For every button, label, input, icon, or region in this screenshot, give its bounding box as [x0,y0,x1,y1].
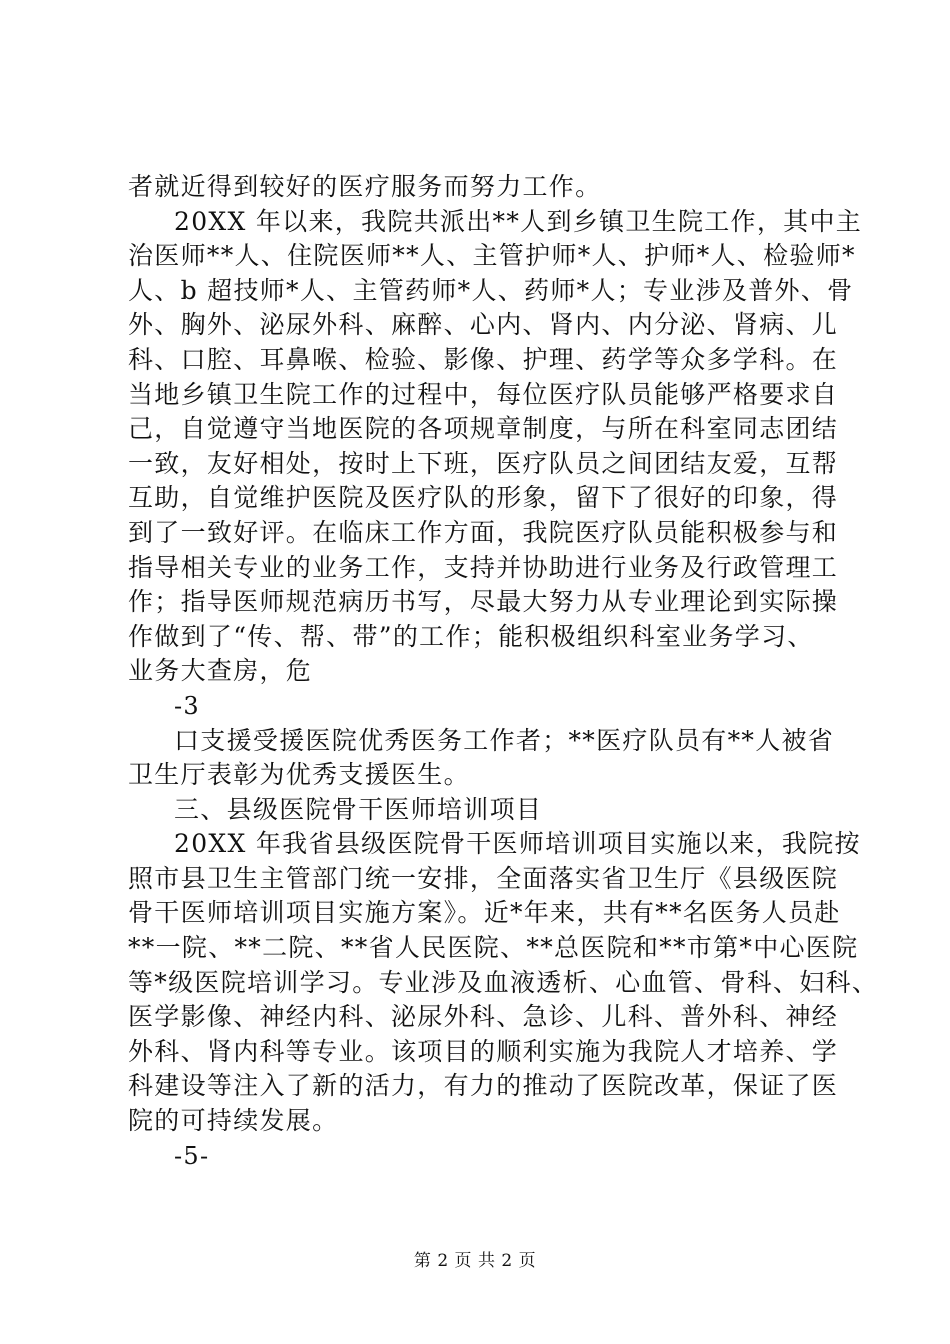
text-line: 人、b 超技师*人、主管药师*人、药师*人；专业涉及普外、骨 [128,275,854,305]
inline-page-number: -3 [174,691,200,720]
text-line: 己，自觉遵守当地医院的各项规章制度，与所在科室同志团结 [128,414,839,444]
text-line: 院的可持续发展。 [128,1106,339,1136]
text-line: 一致，友好相处，按时上下班，医疗队员之间团结友爱，互帮 [128,448,839,478]
text-line: 20XX 年以来，我院共派出**人到乡镇卫生院工作，其中主 [174,206,863,236]
text-line: 科、口腔、耳鼻喉、检验、影像、护理、药学等众多学科。在 [128,344,839,374]
text-line: 外科、肾内科等专业。该项目的顺利实施为我院人才培养、学 [128,1036,839,1066]
text-line: 当地乡镇卫生院工作的过程中，每位医疗队员能够严格要求自 [128,379,839,409]
text-line: 治医师**人、住院医师**人、主管护师*人、护师*人、检验师* [128,241,856,271]
text-line: 指导相关专业的业务工作，支持并协助进行业务及行政管理工 [128,552,839,582]
text-line: 卫生厅表彰为优秀支援医生。 [128,760,470,790]
text-line: 医学影像、神经内科、泌尿外科、急诊、儿科、普外科、神经 [128,1002,839,1032]
text-line: 到了一致好评。在临床工作方面，我院医疗队员能积极参与和 [128,517,839,547]
text-line: 20XX 年我省县级医院骨干医师培训项目实施以来，我院按 [174,829,861,859]
page-footer: 第 2 页 共 2 页 [413,1251,537,1271]
text-line: 等*级医院培训学习。专业涉及血液透析、心血管、骨科、妇科、 [128,967,879,997]
text-line: 业务大查房，危 [128,656,313,686]
text-line: 作做到了“传、帮、带”的工作；能积极组织科室业务学习、 [128,621,814,651]
text-line: 照市县卫生主管部门统一安排，全面落实省卫生厅《县级医院 [128,863,839,893]
document-body [128,170,879,1173]
text-line: **一院、**二院、**省人民医院、**总医院和**市第*中心医院 [128,933,859,963]
text-line: 外、胸外、泌尿外科、麻醉、心内、肾内、内分泌、肾病、儿 [128,310,839,340]
text-line: 互助，自觉维护医院及医疗队的形象，留下了很好的印象，得 [128,483,839,513]
text-line: 骨干医师培训项目实施方案》。近*年来，共有**名医务人员赴 [128,898,841,928]
text-line: 口支援受援医院优秀医务工作者；**医疗队员有**人被省 [174,725,835,755]
text-line: 者就近得到较好的医疗服务而努力工作。 [128,172,602,201]
text-line: 作；指导医师规范病历书写，尽最大努力从专业理论到实际操 [128,587,839,617]
inline-page-number: -5- [174,1141,210,1170]
section-heading: 三、县级医院骨干医师培训项目 [174,794,543,824]
text-line: 科建设等注入了新的活力，有力的推动了医院改革，保证了医 [128,1071,839,1101]
